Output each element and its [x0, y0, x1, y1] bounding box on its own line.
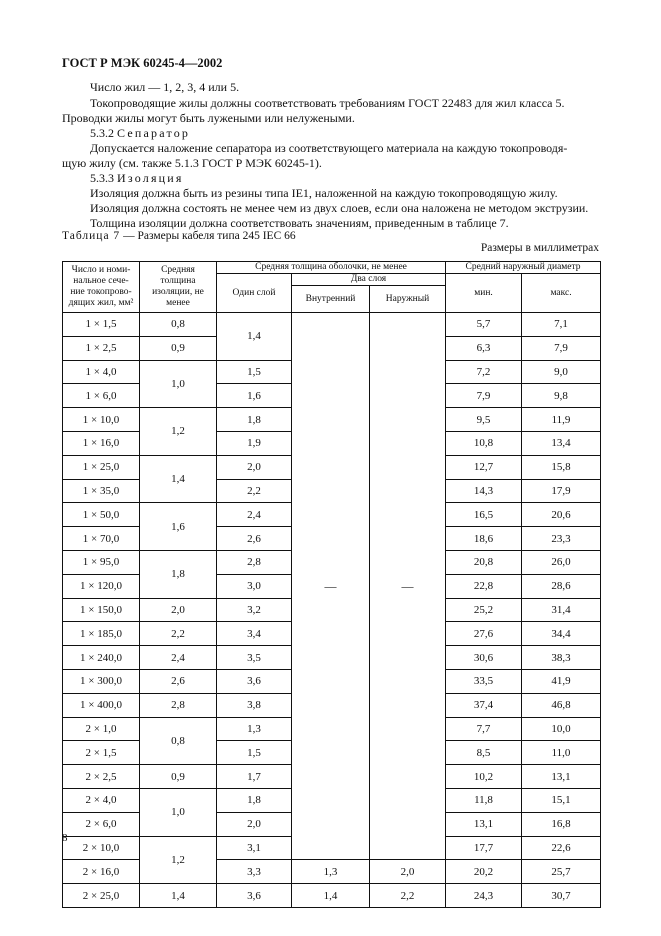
cell-one-layer: 1,5: [217, 741, 292, 765]
paragraph-conductors-line1: Токопроводящие жилы должны соответствовать требованиям ГОСТ 22483 для жил класса 5.: [90, 96, 565, 110]
cell-section: 1 × 1,5: [63, 313, 140, 337]
cell-diameter-max: 11,0: [522, 741, 601, 765]
cell-section: 1 × 400,0: [63, 693, 140, 717]
header-min: мин.: [446, 274, 522, 313]
cell-diameter-min: 27,6: [446, 622, 522, 646]
page-number: 8: [62, 832, 68, 844]
cell-section: 1 × 25,0: [63, 455, 140, 479]
cell-section: 1 × 35,0: [63, 479, 140, 503]
cell-insulation: 0,9: [140, 336, 217, 360]
cell-diameter-max: 38,3: [522, 646, 601, 670]
table-caption-text: — Размеры кабеля типа 245 IEC 66: [120, 230, 296, 242]
cell-diameter-min: 14,3: [446, 479, 522, 503]
cell-one-layer: 3,4: [217, 622, 292, 646]
cell-diameter-max: 41,9: [522, 669, 601, 693]
cell-one-layer: 2,8: [217, 550, 292, 574]
cell-section: 1 × 300,0: [63, 669, 140, 693]
units-note: Размеры в миллиметрах: [480, 242, 599, 254]
cell-diameter-max: 10,0: [522, 717, 601, 741]
cell-diameter-min: 6,3: [446, 336, 522, 360]
cell-one-layer: 3,0: [217, 574, 292, 598]
cell-diameter-min: 30,6: [446, 646, 522, 670]
cell-one-layer: 1,3: [217, 717, 292, 741]
cell-one-layer: 3,6: [217, 884, 292, 908]
cell-one-layer: 3,5: [217, 646, 292, 670]
cell-section: 1 × 185,0: [63, 622, 140, 646]
cell-one-layer: 3,3: [217, 860, 292, 884]
paragraph-separator-line2: щую жилу (см. также 5.1.3 ГОСТ Р МЭК 60245-1).: [62, 156, 322, 170]
cell-insulation: 2,8: [140, 693, 217, 717]
cell-insulation: 1,6: [140, 503, 217, 551]
cell-one-layer: 2,2: [217, 479, 292, 503]
cell-diameter-max: 30,7: [522, 884, 601, 908]
cell-one-layer: 1,5: [217, 360, 292, 384]
cell-section: 1 × 150,0: [63, 598, 140, 622]
cell-diameter-max: 25,7: [522, 860, 601, 884]
cell-diameter-max: 20,6: [522, 503, 601, 527]
cell-insulation: 0,9: [140, 765, 217, 789]
cell-inner: 1,4: [292, 884, 370, 908]
cell-diameter-min: 10,2: [446, 765, 522, 789]
cell-one-layer: 1,8: [217, 408, 292, 432]
cell-outer: 2,0: [370, 860, 446, 884]
cell-insulation: 1,0: [140, 360, 217, 408]
cell-one-layer: 3,1: [217, 836, 292, 860]
cell-diameter-min: 12,7: [446, 455, 522, 479]
cell-one-layer: 2,4: [217, 503, 292, 527]
cell-insulation: 0,8: [140, 717, 217, 765]
paragraph-insulation-3: Толщина изоляции должна соответствовать значениям, приведенным в таблице 7.: [90, 216, 509, 230]
cell-insulation: 2,0: [140, 598, 217, 622]
cell-section: 2 × 10,0: [63, 836, 140, 860]
cell-diameter-max: 11,9: [522, 408, 601, 432]
cell-one-layer: 1,7: [217, 765, 292, 789]
cell-diameter-max: 17,9: [522, 479, 601, 503]
cell-section: 2 × 1,5: [63, 741, 140, 765]
cell-inner: 1,3: [292, 860, 370, 884]
cell-diameter-min: 7,2: [446, 360, 522, 384]
cell-one-layer: 2,0: [217, 812, 292, 836]
cell-section: 2 × 2,5: [63, 765, 140, 789]
cell-section: 2 × 25,0: [63, 884, 140, 908]
table-row: [63, 313, 601, 337]
section-number: 5.3.2: [90, 126, 114, 140]
cell-outer-dash: —: [370, 313, 446, 860]
cell-section: 2 × 16,0: [63, 860, 140, 884]
cell-diameter-max: 22,6: [522, 836, 601, 860]
cell-diameter-max: 16,8: [522, 812, 601, 836]
cell-diameter-min: 16,5: [446, 503, 522, 527]
document-header: ГОСТ Р МЭК 60245-4—2002: [62, 56, 223, 70]
cell-section: 2 × 1,0: [63, 717, 140, 741]
cell-section: 1 × 4,0: [63, 360, 140, 384]
cell-one-layer: 2,0: [217, 455, 292, 479]
paragraph-insulation-1: Изоляция должна быть из резины типа IE1, наложенной на каждую токопроводящую жилу.: [90, 186, 558, 200]
cell-one-layer: 1,4: [217, 313, 292, 361]
cell-diameter-min: 13,1: [446, 812, 522, 836]
cell-diameter-max: 9,8: [522, 384, 601, 408]
cell-insulation: 0,8: [140, 313, 217, 337]
cell-diameter-min: 7,7: [446, 717, 522, 741]
section-5-3-3-heading: [90, 171, 600, 187]
header-inner: Внутренний: [292, 286, 370, 313]
cell-diameter-max: 26,0: [522, 550, 601, 574]
cell-insulation: 1,0: [140, 788, 217, 836]
cell-section: 1 × 6,0: [63, 384, 140, 408]
header-section: Число и номи-нальное сече-ние токопрово-дящих жил, мм²: [63, 262, 140, 313]
cell-diameter-min: 20,8: [446, 550, 522, 574]
header-outer: Наружный: [370, 286, 446, 313]
cell-section: 1 × 50,0: [63, 503, 140, 527]
cell-diameter-min: 9,5: [446, 408, 522, 432]
paragraph-insulation-2: Изоляция должна состоять не менее чем из двух слоев, если она наложена не методом экструзии.: [90, 201, 589, 215]
cell-one-layer: 3,8: [217, 693, 292, 717]
cell-insulation: 1,4: [140, 455, 217, 503]
cell-diameter-min: 8,5: [446, 741, 522, 765]
cell-diameter-max: 7,9: [522, 336, 601, 360]
cell-section: 2 × 4,0: [63, 788, 140, 812]
cell-section: 1 × 10,0: [63, 408, 140, 432]
cell-one-layer: 1,6: [217, 384, 292, 408]
cell-diameter-max: 13,4: [522, 431, 601, 455]
cell-diameter-min: 7,9: [446, 384, 522, 408]
cell-section: 1 × 120,0: [63, 574, 140, 598]
section-number: 5.3.3: [90, 171, 114, 185]
cell-insulation: 1,2: [140, 836, 217, 884]
cell-one-layer: 1,8: [217, 788, 292, 812]
section-5-3-2-heading: [90, 126, 600, 142]
cell-diameter-min: 10,8: [446, 431, 522, 455]
cell-diameter-max: 13,1: [522, 765, 601, 789]
header-sheath-group: Средняя толщина оболочки, не менее: [217, 262, 446, 274]
header-one-layer: Один слой: [217, 274, 292, 313]
cell-inner-dash: —: [292, 313, 370, 860]
cell-diameter-max: 7,1: [522, 313, 601, 337]
cell-diameter-min: 22,8: [446, 574, 522, 598]
cell-section: 2 × 6,0: [63, 812, 140, 836]
cell-section: 1 × 2,5: [63, 336, 140, 360]
section-title: Сепаратор: [117, 126, 191, 140]
cell-diameter-min: 20,2: [446, 860, 522, 884]
cell-section: 1 × 240,0: [63, 646, 140, 670]
cell-insulation: 1,4: [140, 884, 217, 908]
cell-section: 1 × 16,0: [63, 431, 140, 455]
cell-diameter-max: 9,0: [522, 360, 601, 384]
section-title: Изоляция: [117, 171, 184, 185]
cell-one-layer: 1,9: [217, 431, 292, 455]
paragraph-conductors-line2: Проводки жилы могут быть лужеными или нелужеными.: [62, 111, 355, 125]
cell-outer: 2,2: [370, 884, 446, 908]
cell-section: 1 × 95,0: [63, 550, 140, 574]
cell-one-layer: 3,2: [217, 598, 292, 622]
table-caption: [62, 230, 296, 242]
cell-diameter-min: 37,4: [446, 693, 522, 717]
header-max: макс.: [522, 274, 601, 313]
cable-dimensions-table: [62, 261, 601, 908]
cell-insulation: 2,2: [140, 622, 217, 646]
cell-insulation: 1,8: [140, 550, 217, 598]
cell-insulation: 1,2: [140, 408, 217, 456]
cell-diameter-max: 15,1: [522, 788, 601, 812]
cell-diameter-min: 5,7: [446, 313, 522, 337]
cell-diameter-max: 23,3: [522, 527, 601, 551]
cell-one-layer: 3,6: [217, 669, 292, 693]
cell-diameter-min: 11,8: [446, 788, 522, 812]
cell-insulation: 2,6: [140, 669, 217, 693]
cell-diameter-min: 24,3: [446, 884, 522, 908]
cell-diameter-min: 25,2: [446, 598, 522, 622]
paragraph-core-count: Число жил — 1, 2, 3, 4 или 5.: [90, 80, 240, 94]
cell-diameter-max: 46,8: [522, 693, 601, 717]
cell-diameter-max: 15,8: [522, 455, 601, 479]
header-diameter-group: Средний наружный диаметр: [446, 262, 601, 274]
cell-diameter-max: 34,4: [522, 622, 601, 646]
header-insulation: Средняя толщина изоляции, не менее: [140, 262, 217, 313]
table-caption-label: Таблица 7: [62, 230, 121, 242]
cell-diameter-min: 33,5: [446, 669, 522, 693]
cell-insulation: 2,4: [140, 646, 217, 670]
cell-diameter-min: 17,7: [446, 836, 522, 860]
cell-one-layer: 2,6: [217, 527, 292, 551]
cell-diameter-max: 28,6: [522, 574, 601, 598]
header-two-layers: Два слоя: [292, 274, 446, 286]
cell-section: 1 × 70,0: [63, 527, 140, 551]
cell-diameter-max: 31,4: [522, 598, 601, 622]
table-row: [63, 884, 601, 908]
paragraph-separator-line1: Допускается наложение сепаратора из соответствующего материала на каждую токопроводя-: [90, 141, 568, 155]
cell-diameter-min: 18,6: [446, 527, 522, 551]
